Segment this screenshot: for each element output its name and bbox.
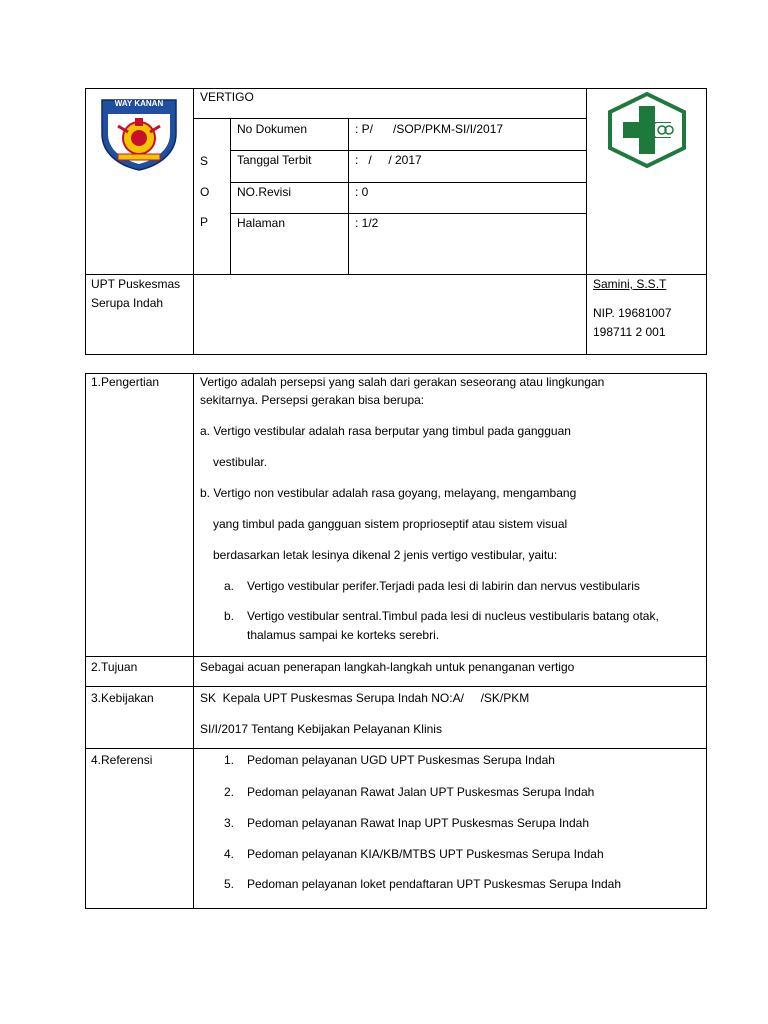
body-divider (193, 373, 194, 909)
meta-value-tanggal-terbit: : / / 2017 (355, 153, 422, 167)
meta-label-halaman: Halaman (237, 216, 286, 230)
list-marker: a. (224, 579, 235, 593)
referensi-number: 3. (224, 816, 235, 830)
sop-letter-p: P (200, 215, 209, 229)
body-divider (85, 748, 707, 749)
header-divider (230, 182, 586, 183)
meta-value-no-dokumen: : P/ /SOP/PKM-SI/I/2017 (355, 122, 504, 136)
meta-value-halaman: : 1/2 (355, 216, 379, 230)
logo-left-text: WAY KANAN (114, 99, 164, 108)
list-item: Vertigo vestibular perifer.Terjadi pada lesi di labirin dan nervus vestibularis (247, 579, 640, 593)
sop-letter-s: S (200, 154, 209, 168)
signer-name: Samini, S.S.T (593, 277, 667, 291)
signer-nip-line1: NIP. 19681007 (593, 306, 672, 320)
header-divider (230, 150, 586, 151)
referensi-item: Pedoman pelayanan UGD UPT Puskesmas Serupa Indah (247, 753, 555, 767)
header-divider (193, 88, 194, 355)
section-label-pengertian: 1.Pengertian (91, 375, 160, 389)
referensi-item: Pedoman pelayanan KIA/KB/MTBS UPT Puskesmas Serupa Indah (247, 847, 604, 861)
section-label-tujuan: 2.Tujuan (91, 660, 138, 674)
referensi-number: 4. (224, 847, 235, 861)
referensi-number: 5. (224, 877, 235, 891)
header-divider (348, 118, 349, 274)
tujuan-text: Sebagai acuan penerapan langkah-langkah untuk penanganan vertigo (200, 660, 575, 674)
header-divider (193, 118, 586, 119)
referensi-number: 2. (224, 785, 235, 799)
section-label-kebijakan: 3.Kebijakan (91, 691, 154, 705)
pengertian-text: vestibular. (213, 455, 268, 469)
header-divider (230, 118, 231, 274)
referensi-item: Pedoman pelayanan Rawat Jalan UPT Puskesmas Serupa Indah (247, 785, 595, 799)
sop-letter-o: O (200, 185, 210, 199)
pengertian-text: yang timbul pada gangguan sistem proprioseptif atau sistem visual (213, 517, 568, 531)
referensi-item: Pedoman pelayanan loket pendaftaran UPT Puskesmas Serupa Indah (247, 877, 622, 891)
header-divider (85, 274, 707, 275)
referensi-number: 1. (224, 753, 235, 767)
pengertian-text: sekitarnya. Persepsi gerakan bisa berupa: (200, 393, 425, 407)
list-item: Vertigo vestibular sentral.Timbul pada lesi di nucleus vestibularis batang otak, (247, 609, 659, 623)
signer-nip-line2: 198711 2 001 (593, 325, 666, 339)
pengertian-text: Vertigo adalah persepsi yang salah dari gerakan seseorang atau lingkungan (200, 375, 605, 389)
org-name-line1: UPT Puskesmas (91, 277, 181, 291)
referensi-item: Pedoman pelayanan Rawat Inap UPT Puskesmas Serupa Indah (247, 816, 589, 830)
org-name-line2: Serupa Indah (91, 296, 164, 310)
kebijakan-text: SI/I/2017 Tentang Kebijakan Pelayanan Klinis (200, 722, 442, 736)
pengertian-text: berdasarkan letak lesinya dikenal 2 jenis vertigo vestibular, yaitu: (213, 548, 558, 562)
document-title: VERTIGO (200, 90, 254, 104)
pengertian-text: b. Vertigo non vestibular adalah rasa goyang, melayang, mengambang (200, 486, 577, 500)
puskesmas-logo-icon (606, 92, 688, 168)
list-item: thalamus sampai ke korteks serebri. (247, 628, 440, 642)
pengertian-text: a. Vertigo vestibular adalah rasa berputar yang timbul pada gangguan (200, 424, 571, 438)
section-label-referensi: 4.Referensi (91, 753, 153, 767)
meta-label-no-revisi: NO.Revisi (237, 185, 292, 199)
header-divider (230, 213, 586, 214)
header-divider (586, 88, 587, 355)
body-divider (85, 656, 707, 657)
meta-label-tanggal-terbit: Tanggal Terbit (237, 153, 312, 167)
body-divider (85, 686, 707, 687)
meta-label-no-dokumen: No Dokumen (237, 122, 308, 136)
kebijakan-text: SK Kepala UPT Puskesmas Serupa Indah NO:A/ /SK/PKM (200, 691, 530, 705)
meta-value-no-revisi: : 0 (355, 185, 369, 199)
list-marker: b. (224, 609, 235, 623)
